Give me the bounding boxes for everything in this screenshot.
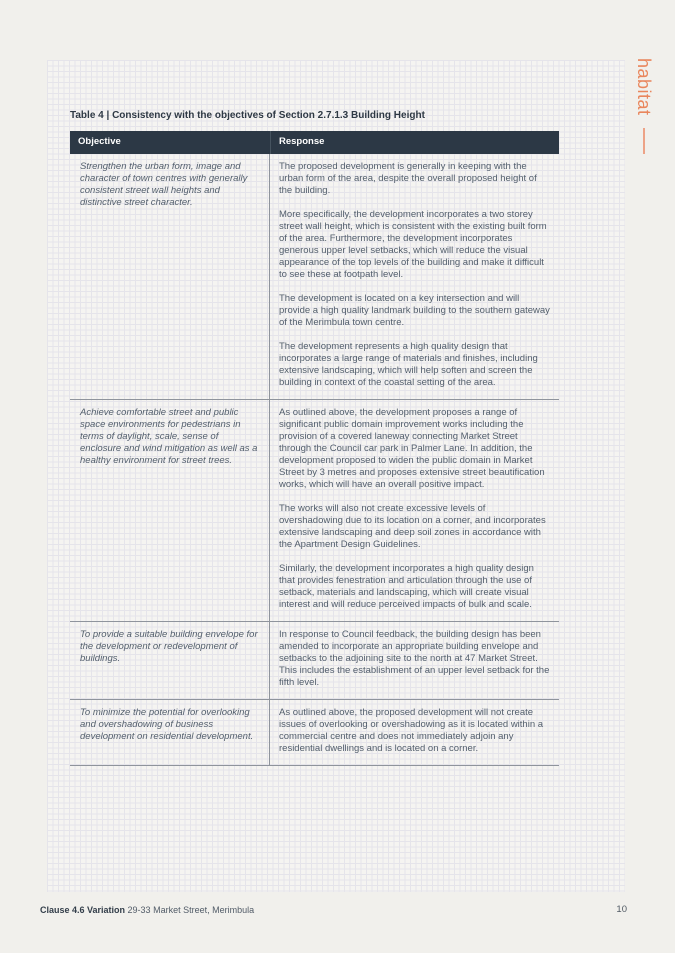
objectives-table [70,131,559,766]
table-row [70,700,559,766]
response-paragraph: As outlined above, the proposed development will not create issues of overlooking or overshadowing as it is located within a commercial centre and does not immediately adjoin any residential dwellings and is located on a corner. [279,707,544,754]
response-paragraph: Similarly, the development incorporates a high quality design that provides fenestration and articulation through the use of setback, materials and landscaping, which will create visual interest and will reduce perceived impacts of bulk and scale. [279,563,534,610]
response-cell [270,622,559,699]
table-row [70,154,559,400]
footer-document-title: Clause 4.6 Variation [40,905,128,915]
table-title: Table 4 | Consistency with the objectives of Section 2.7.1.3 Building Height [70,110,425,121]
table-body [70,154,559,766]
response-paragraph: More specifically, the development incorporates a two storey street wall height, which is consistent with the existing built form of the area. Furthermore, the development incorporates generous upper level setbacks, which will reduce the visual appearance of the top levels of the building and make it difficult to see these at footpath level. [279,209,547,280]
table-row [70,622,559,700]
response-cell [270,154,559,399]
column-header-response: Response [270,131,559,154]
footer-address: 29-33 Market Street, Merimbula [127,905,255,915]
objective-cell: To minimize the potential for overlooking and overshadowing of business development on residential development. [70,700,270,765]
objective-cell: To provide a suitable building envelope for the development or redevelopment of buildings. [70,622,270,699]
objective-cell: Achieve comfortable street and public space environments for pedestrians in terms of daylight, scale, sense of enclosure and wind mitigation as well as a healthy environment for street trees. [70,400,270,621]
column-header-objective: Objective [78,136,121,147]
table-header-row [70,131,559,154]
response-cell [270,400,559,621]
response-paragraph: The proposed development is generally in keeping with the urban form of the area, despite the overall proposed height of the building. [279,161,537,196]
page-footer [40,905,254,915]
habitat-logo-dash [643,128,645,154]
response-paragraph: As outlined above, the development proposes a range of significant public domain improvement works including the provision of a covered laneway connecting Market Street through the Council car park in Palmer Lane. In addition, the development proposed to widen the public domain in Market Street by 3 metres and proposes extensive street beautification works, which will have an overall positive impact. [279,407,545,490]
table-row [70,400,559,622]
objective-cell: Strengthen the urban form, image and character of town centres with generally consistent street wall heights and distinctive street character. [70,154,270,399]
page-number: 10 [616,904,627,915]
habitat-logo-text: habitat [634,58,654,116]
response-cell [270,700,559,765]
response-paragraph: In response to Council feedback, the building design has been amended to incorporate an appropriate building envelope and setbacks to the adjoining site to the north at 47 Market Street. This includes the establishment of an upper level setback for the fifth level. [279,629,550,688]
response-paragraph: The development is located on a key intersection and will provide a high quality landmark building to the southern gateway of the Merimbula town centre. [279,293,550,328]
response-paragraph: The works will also not create excessive levels of overshadowing due to its location on a corner, and incorporates extensive landscaping and deep soil zones in accordance with the Apartment Design Guidelines. [279,503,546,550]
habitat-logo [633,58,654,154]
response-paragraph: The development represents a high quality design that incorporates a large range of materials and finishes, including extensive landscaping, which will help soften and screen the building in context of the coastal setting of the area. [279,341,538,388]
